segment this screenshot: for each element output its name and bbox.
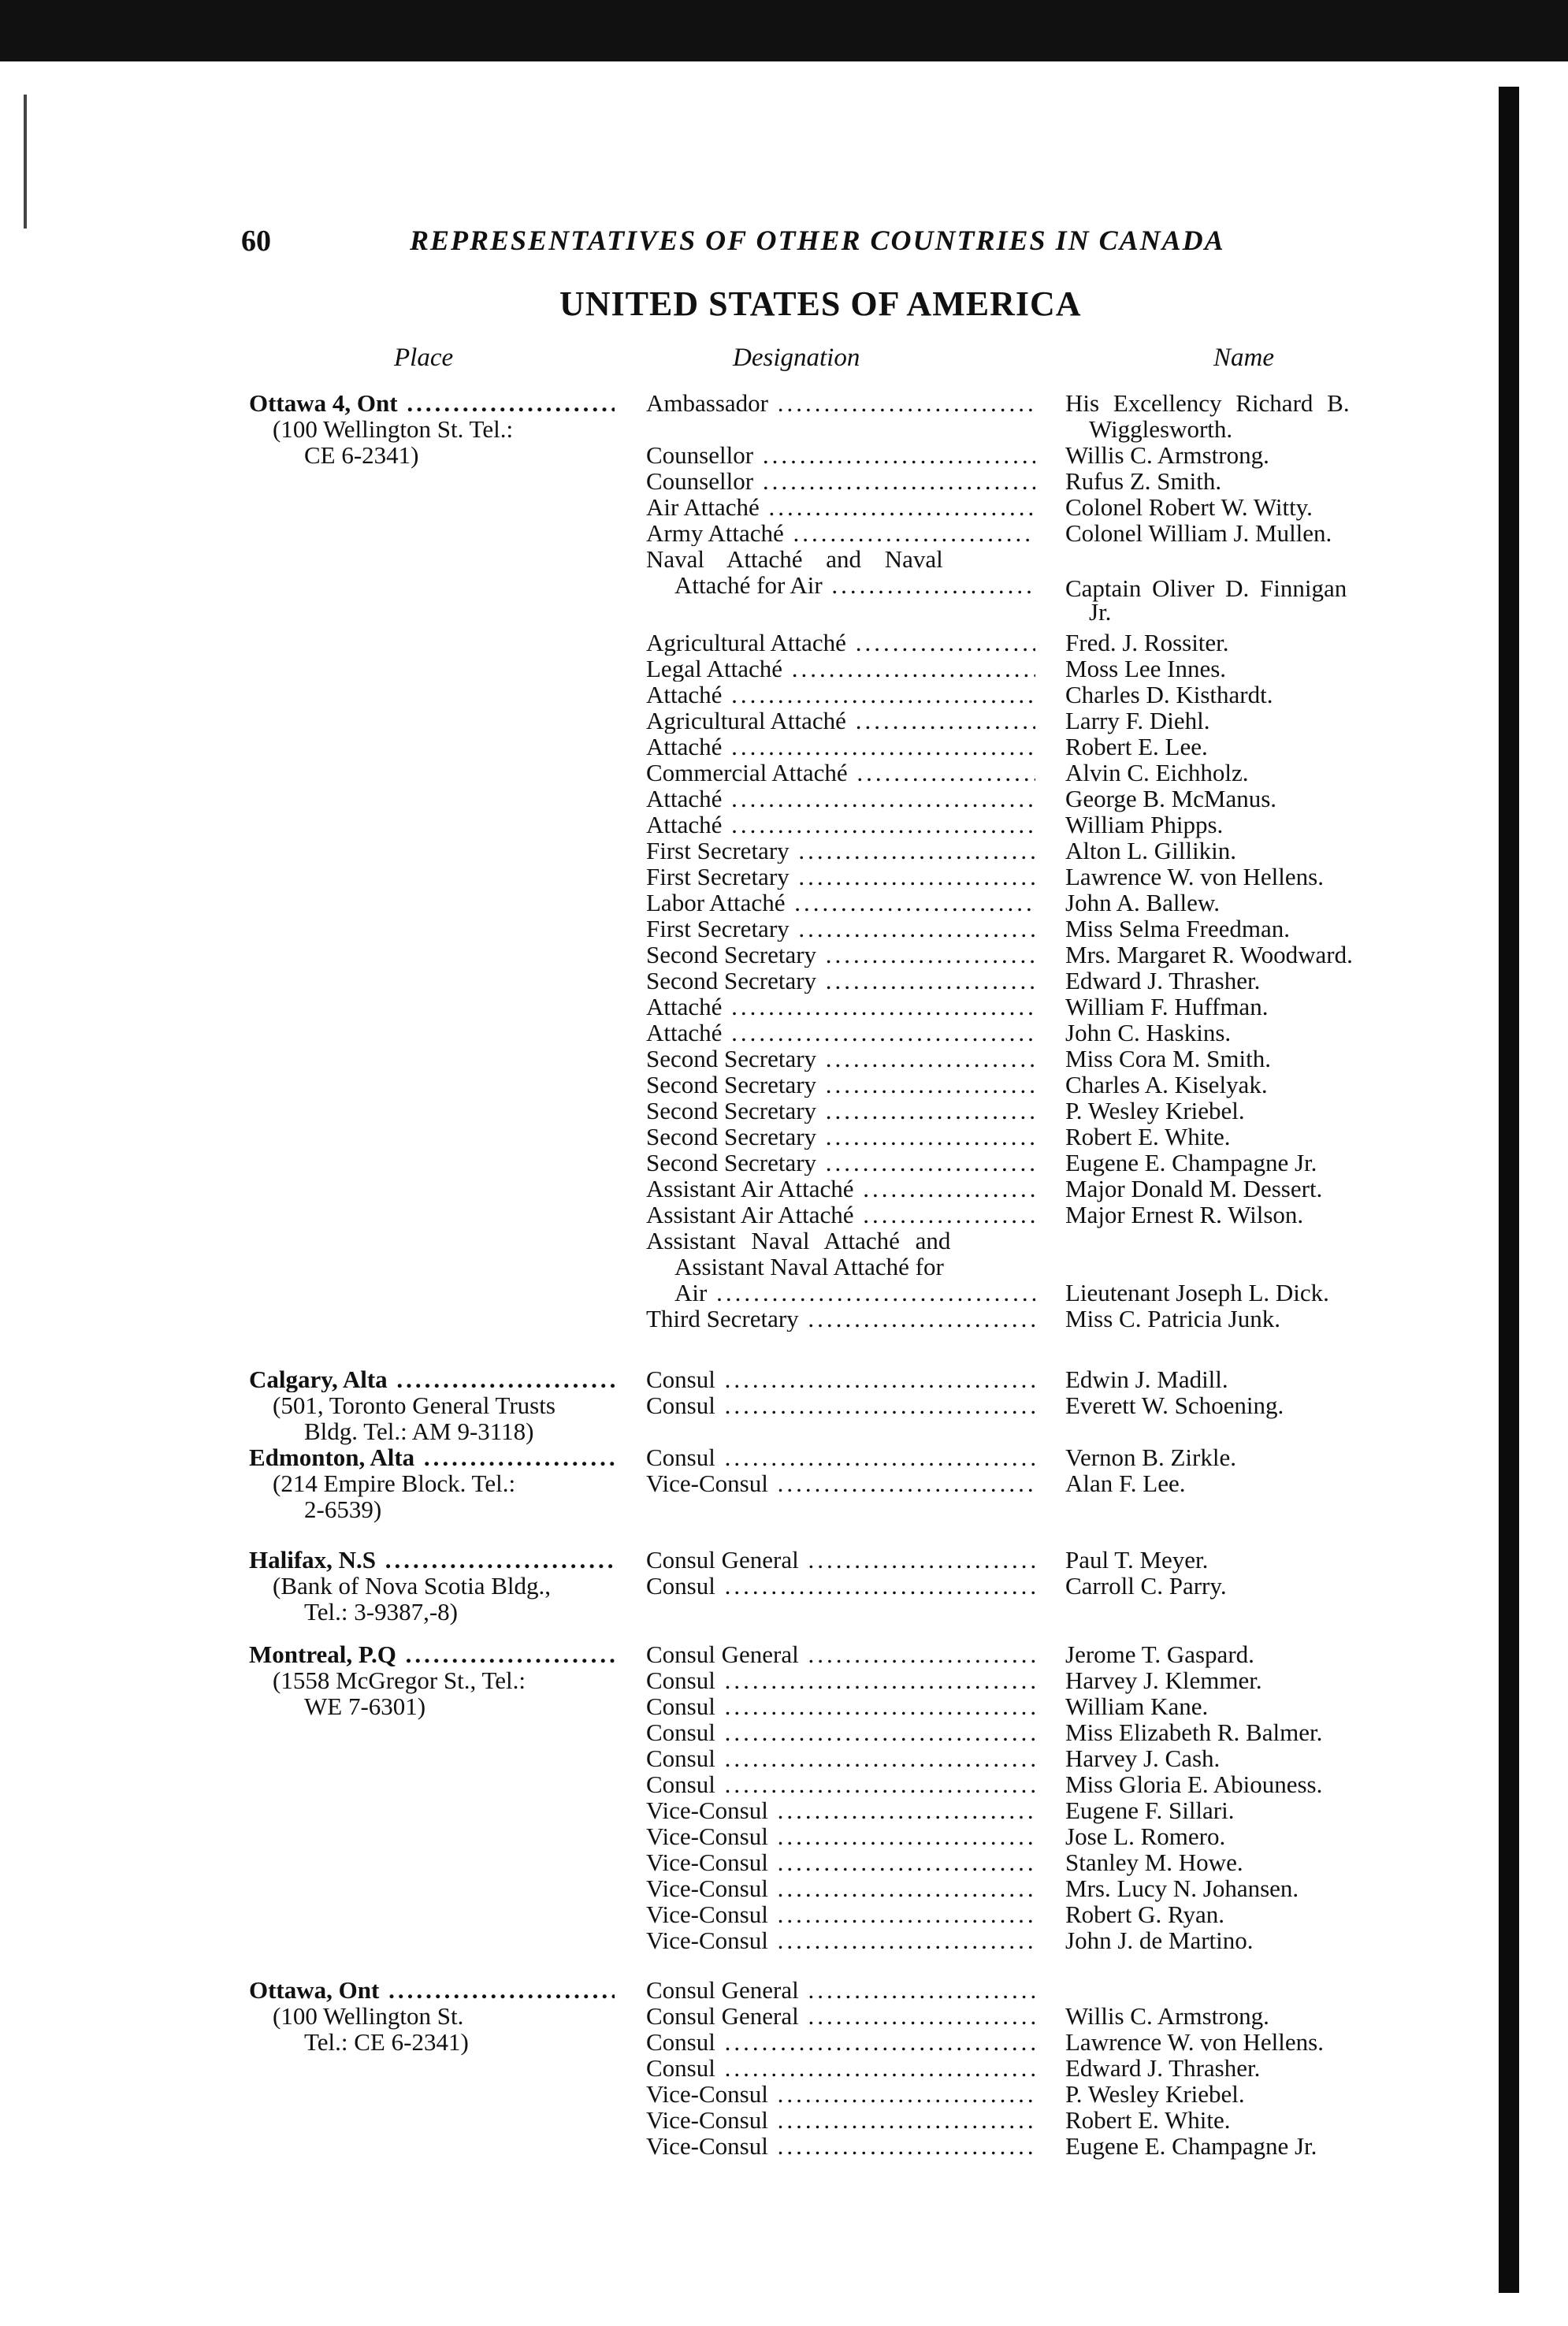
name: Larry F. Diehl. (1065, 707, 1210, 734)
name: His Excellency Richard B. (1065, 389, 1350, 417)
name: Willis C. Armstrong. (1065, 2002, 1269, 2030)
name: John C. Haskins. (1065, 1019, 1232, 1046)
address-line: (100 Wellington St. (273, 2002, 464, 2030)
address-line: WE 7-6301) (304, 1692, 426, 1720)
designation: Air Attaché ..... (646, 494, 1035, 520)
running-head: REPRESENTATIVES OF OTHER COUNTRIES IN CANADA (410, 225, 1225, 256)
name: William F. Huffman. (1065, 993, 1269, 1020)
name: Jerome T. Gaspard. (1065, 1640, 1254, 1668)
name: Vernon B. Zirkle. (1065, 1444, 1236, 1471)
name: William Phipps. (1065, 811, 1224, 838)
designation: Agricultural Attaché ..... (646, 708, 1035, 734)
name: Miss C. Patricia Junk. (1065, 1305, 1280, 1332)
name: Colonel William J. Mullen. (1065, 519, 1332, 547)
name: Wigglesworth. (1089, 415, 1233, 443)
designation: First Secretary ..... (646, 916, 1035, 942)
designation: Consul ..... (646, 1719, 1035, 1745)
name: Alvin C. Eichholz. (1065, 759, 1249, 786)
designation: Ambassador ..... (646, 390, 1035, 416)
name: Edward J. Thrasher. (1065, 967, 1261, 994)
designation: Attaché ..... (646, 994, 1035, 1020)
place-halifax: Halifax, N.S ..... (249, 1547, 615, 1573)
designation: Agricultural Attaché ..... (646, 630, 1035, 656)
designation: Second Secretary ..... (646, 1072, 1035, 1098)
designation: Vice-Consul ..... (646, 2133, 1035, 2159)
name: Jr. (1089, 598, 1112, 626)
designation: Consul ..... (646, 1444, 1035, 1470)
name: Mrs. Margaret R. Woodward. (1065, 941, 1353, 968)
address-line: (501, Toronto General Trusts (273, 1392, 555, 1419)
designation: Second Secretary ..... (646, 1046, 1035, 1072)
name: Lawrence W. von Hellens. (1065, 863, 1324, 890)
designation: Labor Attaché ..... (646, 890, 1035, 916)
address-line: Bldg. Tel.: AM 9-3118) (304, 1418, 534, 1445)
designation: Consul ..... (646, 1771, 1035, 1797)
name: Major Donald M. Dessert. (1065, 1175, 1323, 1202)
name: John A. Ballew. (1065, 889, 1221, 916)
name: William Kane. (1065, 1692, 1209, 1720)
designation: First Secretary ..... (646, 838, 1035, 864)
page-title: UNITED STATES OF AMERICA (559, 284, 1082, 323)
designation: Assistant Naval Attaché for (674, 1253, 944, 1280)
name: Lieutenant Joseph L. Dick. (1065, 1279, 1329, 1306)
place-montreal: Montreal, P.Q ..... (249, 1641, 615, 1667)
name: Everett W. Schoening. (1065, 1392, 1284, 1419)
designation: Vice-Consul ..... (646, 1470, 1035, 1496)
name: Edward J. Thrasher. (1065, 2054, 1261, 2082)
designation: Assistant Air Attaché ..... (646, 1202, 1035, 1228)
designation: Consul ..... (646, 1573, 1035, 1599)
name: Robert E. Lee. (1065, 733, 1208, 760)
designation: Counsellor ..... (646, 442, 1035, 468)
name: Robert E. White. (1065, 2106, 1231, 2134)
designation: Attaché for Air ..... (674, 572, 1035, 598)
designation: Consul General ..... (646, 2003, 1035, 2029)
address-line: CE 6-2341) (304, 441, 419, 469)
designation: Vice-Consul ..... (646, 2107, 1035, 2133)
address-line: Tel.: CE 6-2341) (304, 2028, 469, 2056)
designation: Consul ..... (646, 2055, 1035, 2081)
designation: Second Secretary ..... (646, 1150, 1035, 1176)
designation: Consul ..... (646, 1667, 1035, 1693)
designation: Naval Attaché and Naval (646, 545, 943, 573)
designation: Consul ..... (646, 1392, 1035, 1418)
column-header-name: Name (1213, 344, 1274, 372)
page-number: 60 (241, 225, 271, 258)
name: Eugene E. Champagne Jr. (1065, 2132, 1317, 2160)
designation: Consul General ..... (646, 1977, 1035, 2003)
name: Charles D. Kisthardt. (1065, 681, 1273, 708)
designation: Third Secretary ..... (646, 1306, 1035, 1332)
designation: Second Secretary ..... (646, 1124, 1035, 1150)
name: John J. de Martino. (1065, 1927, 1254, 1954)
name: Jose L. Romero. (1065, 1823, 1226, 1850)
address-line: 2-6539) (304, 1496, 382, 1523)
designation: Attaché ..... (646, 682, 1035, 708)
designation: Vice-Consul ..... (646, 1823, 1035, 1849)
name: Miss Gloria E. Abiouness. (1065, 1771, 1323, 1798)
designation: Consul General ..... (646, 1641, 1035, 1667)
name: Captain Oliver D. Finnigan (1065, 574, 1347, 602)
name: Alton L. Gillikin. (1065, 837, 1236, 864)
designation: Consul ..... (646, 1745, 1035, 1771)
name: Robert G. Ryan. (1065, 1901, 1224, 1928)
name: Eugene E. Champagne Jr. (1065, 1149, 1317, 1176)
designation: Consul ..... (646, 1693, 1035, 1719)
address-line: (100 Wellington St. Tel.: (273, 415, 514, 443)
designation: Vice-Consul ..... (646, 1901, 1035, 1927)
designation: Consul ..... (646, 2029, 1035, 2055)
designation: Second Secretary ..... (646, 1098, 1035, 1124)
designation: Commercial Attaché ..... (646, 760, 1035, 786)
place-calgary: Calgary, Alta ..... (249, 1366, 615, 1392)
name: Carroll C. Parry. (1065, 1572, 1227, 1600)
designation: Assistant Air Attaché ..... (646, 1176, 1035, 1202)
name: Miss Selma Freedman. (1065, 915, 1290, 942)
designation: Army Attaché ..... (646, 520, 1035, 546)
address-line: Tel.: 3-9387,-8) (304, 1598, 458, 1626)
name: Harvey J. Klemmer. (1065, 1666, 1262, 1694)
name: Harvey J. Cash. (1065, 1744, 1221, 1772)
column-header-place: Place (394, 344, 454, 372)
designation: Consul ..... (646, 1366, 1035, 1392)
designation: Vice-Consul ..... (646, 1875, 1035, 1901)
address-line: (1558 McGregor St., Tel.: (273, 1666, 526, 1694)
name: Willis C. Armstrong. (1065, 441, 1269, 469)
designation: Attaché ..... (646, 786, 1035, 812)
name: P. Wesley Kriebel. (1065, 2080, 1245, 2108)
name: Stanley M. Howe. (1065, 1849, 1243, 1876)
scan-top-edge (0, 0, 1568, 61)
place-edmonton: Edmonton, Alta ..... (249, 1444, 615, 1470)
designation: Attaché ..... (646, 734, 1035, 760)
designation: Second Secretary ..... (646, 942, 1035, 968)
name: Colonel Robert W. Witty. (1065, 493, 1313, 521)
designation: First Secretary ..... (646, 864, 1035, 890)
name: Mrs. Lucy N. Johansen. (1065, 1875, 1299, 1902)
address-line: (Bank of Nova Scotia Bldg., (273, 1572, 552, 1600)
designation: Attaché ..... (646, 812, 1035, 838)
name: Alan F. Lee. (1065, 1470, 1186, 1497)
name: Edwin J. Madill. (1065, 1366, 1228, 1393)
place-ottawa: Ottawa, Ont ..... (249, 1977, 615, 2003)
designation: Vice-Consul ..... (646, 2081, 1035, 2107)
name: Rufus Z. Smith. (1065, 467, 1222, 495)
name: Fred. J. Rossiter. (1065, 629, 1229, 656)
name: Robert E. White. (1065, 1123, 1231, 1150)
name: P. Wesley Kriebel. (1065, 1097, 1245, 1124)
designation: Assistant Naval Attaché and (646, 1227, 951, 1254)
designation: Attaché ..... (646, 1020, 1035, 1046)
name: Eugene F. Sillari. (1065, 1797, 1235, 1824)
name: Miss Elizabeth R. Balmer. (1065, 1718, 1323, 1746)
scan-left-mark (24, 95, 27, 229)
name: Charles A. Kiselyak. (1065, 1071, 1268, 1098)
name: George B. McManus. (1065, 785, 1277, 812)
designation: Counsellor ..... (646, 468, 1035, 494)
column-header-designation: Designation (733, 344, 860, 372)
designation: Vice-Consul ..... (646, 1797, 1035, 1823)
designation: Consul General ..... (646, 1547, 1035, 1573)
designation: Vice-Consul ..... (646, 1849, 1035, 1875)
name: Major Ernest R. Wilson. (1065, 1201, 1304, 1228)
name: Lawrence W. von Hellens. (1065, 2028, 1324, 2056)
name: Moss Lee Innes. (1065, 655, 1227, 682)
designation: Air ..... (674, 1280, 1035, 1306)
place-ottawa-4: Ottawa 4, Ont ..... (249, 390, 615, 416)
name: Paul T. Meyer. (1065, 1546, 1209, 1574)
designation: Vice-Consul ..... (646, 1927, 1035, 1953)
address-line: (214 Empire Block. Tel.: (273, 1470, 516, 1497)
name: Miss Cora M. Smith. (1065, 1045, 1271, 1072)
scan-binding-shadow (1499, 87, 1519, 2293)
designation: Legal Attaché ..... (646, 656, 1035, 682)
designation: Second Secretary ..... (646, 968, 1035, 994)
